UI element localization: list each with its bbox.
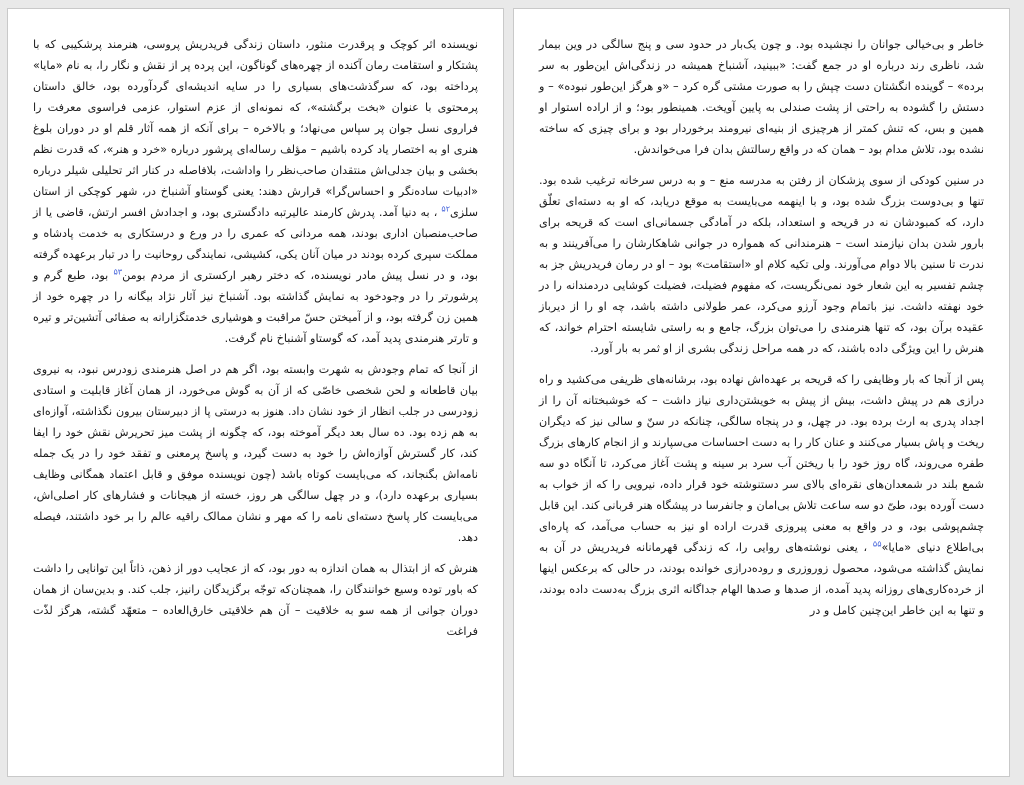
page-right bbox=[513, 8, 1010, 777]
paragraph-text: پس از آنجا که بار وظایفی را که قریحه بر عهده‌اش نهاده بود، برشانه‌های ظریفی می‌کشید و راه درازی هم در پیش داشت، بیش از پیش به خویشتن‌داری نیاز داشت – که خوشبختانه آن را از اجداد پدری به ارث برده بود. در چهل، و در پنجاه سالگی، چنانکه در سنّ و سالی نیز که دیگران ریخت و پاش بسیار می‌کنند و عنان کار را به دست احساسات می‌سپارند و از انجام کارهای بزرگ طفره می‌روند، گاه روز خود را با ریختن آب سرد بر سینه و پشت آغاز می‌کرد، تا آنگاه دو سه شمع بلند در شمعدان‌های نقره‌ای بالای سر دستنوشته خود قرار داده، نیرویی را که از خواب به دست آورده بود، طیّ دو سه ساعت تلاش بی‌امان و جانفرسا در پیشگاه هنر قربانی کند. این قابل چشم‌پوشی بود، و در واقع به معنی پیروزی قدرت اراده او نیز به حساب می‌آمد، که پاره‌ای بی‌اطلاع دنیای «مایا» bbox=[539, 373, 985, 554]
paragraph bbox=[33, 359, 478, 548]
paragraph bbox=[539, 34, 984, 160]
page-right-text bbox=[539, 34, 984, 621]
paragraph bbox=[539, 170, 984, 359]
paragraph-text: در سنین کودکی از سوی پزشکان از رفتن به مدرسه منع – و به درس سرخانه ترغیب شده بود. تنها و بی‌دوست بزرگ شده بود، و با اینهمه می‌بایست به موقع دریابد، که او به دسته‌ای تعلّق دارد، که کمبودشان نه در قریحه و استعداد، بلکه در آمادگی جسمانی‌ای است که قریحه برای بارور شدن بدان نیازمند است – هنرمندانی که همواره در جوانی شاهکارشان را می‌آفرینند و به ندرت تا سنین بالا دوام می‌آورند. ولی تکیه کلام او «استقامت» بود – او در رمان فریدریش جز به چشم تفسیر به این شعار خود نمی‌نگریست، که مفهوم فضیلت، فضیلت کوشایی دردمندانه را در خود نهفته داشت. نیز باتمام وجود آرزو می‌کرد، عمر طولانی داشته باشد، چه او را از دیرباز عقیده برآن بود، که تنها هنرمندی را می‌توان بزرگ، جامع و به راستی شایسته احترام خواند، که هنرش را این ویژگی داده باشند، که در همه مراحل زندگی بشری از او ثمر به بار آورد. bbox=[539, 174, 984, 355]
paragraph-text: خاطر و بی‌خیالی جوانان را نچشیده بود. و چون یک‌بار در حدود سی و پنج سالگی در وین بیمار شد، ناظری رند درباره او در جمع گفت: «ببینید، آشنباخ همیشه در زندگی‌اش این‌طور به سر برده» – گوینده انگشتان دست چپش را به صورت مشتی گره کرد – «و هرگز این‌طور نبوده» – و دستش را گشوده به راحتی از پشت صندلی به پایین آویخت. همینطور بود؛ و از اراده استوار او همین و بس، که تنش کمتر از هرچیزی از بنیه‌ای نیرومند برخوردار بود و برای چیزی که ساخته نشده بود، تلاش مدام بود – همان که در واقع رسالتش بدان فرا می‌خواندش. bbox=[539, 38, 984, 156]
footnote-marker[interactable]: ۵۳ bbox=[113, 267, 123, 277]
paragraph-text: ، به دنیا آمد. پدرش کارمند عالیرتبه دادگستری بود، و اجدادش افسر ارتش، قاضی یا از صاحب‌منصبان اداری بودند، همه مردانی که عمری را در ورع و درستکاری به خدمت پادشاه و مملکت سپری کرده بودند در میان آنان یکی، کشیشی، نمایندگی روحانیت را در تبار برعهده گرفته بود، و در نسل پیش مادر نویسنده، که دختر رهبر ارکستری از مردم بومن bbox=[33, 206, 478, 282]
paragraph-text: هنرش که از ابتذال به همان اندازه به دور بود، که از عجایب دور از ذهن، ذاتاً این توانایی را داشت که باور توده وسیع خوانندگان را، همچنان‌که توجّه برگزیدگان رانیز، جلب کند. و بدین‌سان از همان دوران جوانی از همه سو به خلاقیت – آن هم خلاقیتی خارق‌العاده – متعهّد گشته، هرگز لذّت فراغت bbox=[33, 562, 478, 638]
footnote-marker[interactable]: ۵۵ bbox=[872, 539, 882, 549]
footnote-marker[interactable]: ۵۲ bbox=[441, 204, 450, 214]
paragraph bbox=[33, 34, 478, 349]
page-left-text bbox=[33, 34, 478, 642]
paragraph bbox=[539, 369, 984, 621]
paragraph-text: نویسنده اثر کوچک و پرقدرت منثور، داستان زندگی فریدریش پروسی، هنرمند پرشکیبی که با پشتکار و استقامت رمان آکنده از چهره‌های گوناگون، این پرده پر از نقش و نگار را، به نام «مایا» پرداخته بود، که سرگذشت‌های بسیاری را در سایه اندیشه‌ای گردآورده بود، خالق داستان پرمحتوی با عنوان «بخت برگشته»، که نمونه‌ای از عزم استوار، عزمی فراسوی معرفت را فراروی نسل جوان پر سپاس می‌نهاد؛ و بالاخره – برای آنکه از همه آثار قلم او در دوران بلوغ هنری او به اختصار یاد کرده باشیم – مؤلف رساله‌ای پرشور درباره «خرد و هنر»، که قدرت نظم بخشی و بیان جدلی‌اش منتقدان صاحب‌نظر را واداشت، بلافاصله در کنار اثر تحلیلی شیلر درباره «ادبیات ساده‌نگر و احساس‌گرا» قرارش دهند: یعنی گوستاو آشنباخ در، شهر کوچکی از استان سلزی bbox=[33, 38, 478, 219]
paragraph bbox=[33, 558, 478, 642]
page-left bbox=[7, 8, 504, 777]
paragraph-text: بود، طبع گرم و پرشورتر را در وجودخود به نمایش گذاشته بود. آشنباخ نیز آثار نژاد بیگانه را در چهره خود از همین زن گرفته بود، و از آمیختن حسّ مراقبت و هوشیاری خدمتگزارانه به صفائی آتشین‌تر و تیره و تارتر هنرمندی پدید آمد، که گوستاو آشنباخ نام گرفت. bbox=[33, 269, 478, 345]
paragraph-text: از آنجا که تمام وجودش به شهرت وابسته بود، اگر هم در اصل هنرمندی زودرس نبود، به نیروی بیان قاطعانه و لحن شخصی خاصّی که از آن به گوش می‌خورد، از همان آغاز قابلیت و استادی زودرسی در جلب انظار از خود نشان داد. هنوز به درستی پا از دبیرستان بیرون نگذاشته، آوازه‌ای به هم زده بود. ده سال بعد دیگر آموخته بود، که چگونه از پشت میز تحریرش نقش خود را ایفا کند، کار گسترش آوازه‌اش را خود به دست گیرد، و پاسخ پرمعنی و تفقد خود را در یک جمله نامه‌اش بگنجاند، که می‌بایست کوتاه باشد (چون نویسنده موفق و قابل اعتماد همگانی وظایف بسیاری برعهده دارد)، و در چهل سالگی هر روز، خسته از هیجانات و فشارهای کار اصلی‌اش، می‌بایست کار پاسخ دسته‌ای نامه را که مهر و نشان ممالک راقیه عالم را بر خود داشتند، فیصله دهد. bbox=[33, 363, 478, 544]
paragraph-text: ، یعنی نوشته‌های روایی را، که زندگی قهرمانانه فریدریش در آن به نمایش گذاشته می‌شود، محصول زوروزری و روده‌درازی خوانده بودند، در حالی که برعکس اینها از خرده‌کاری‌های روزانه پدید آمده، از صدها و صدها الهام جداگانه اثری بزرگ به‌دست داده بودند، و تنها به این خاطر این‌چنین کامل و در bbox=[539, 541, 984, 617]
